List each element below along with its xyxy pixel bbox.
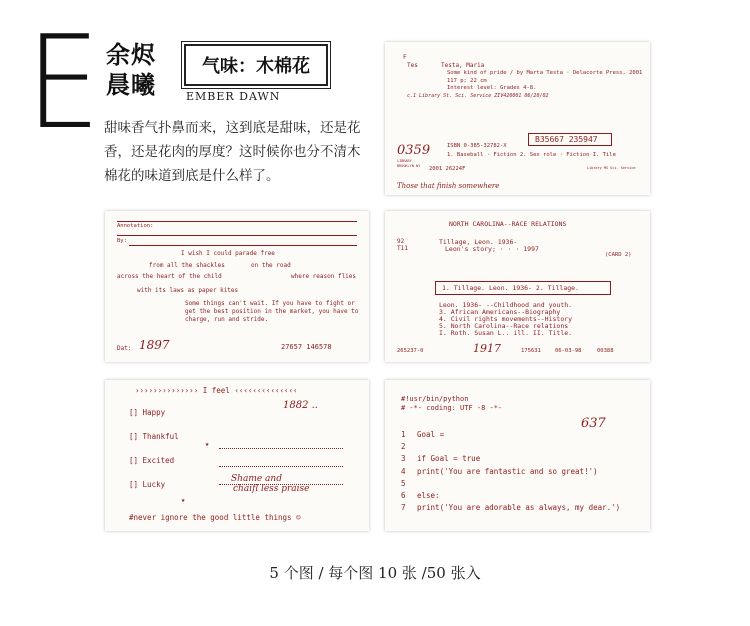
code-coding: # -*- coding: UTF -8 -*- [401,404,503,412]
carolina-subject-4: 5. North Carolina--Race relations [439,322,569,330]
carolina-subject-1: Leon. 1936- --Childhood and youth. [439,301,573,309]
title-chinese [106,40,156,100]
feel-option-lucky: [] Lucky [129,480,166,489]
poem-line-2: from all the shackles [149,262,225,269]
feel-option-excited: [] Excited [129,456,175,465]
code-shebang: #!usr/bin/python [401,395,469,403]
scent-label-box: 气味：木棉花 [184,44,328,86]
code-number: 637 [581,416,606,431]
carolina-year: 1917 [473,342,501,355]
feel-option-thankful: [] Thankful [129,432,179,441]
carolina-num-2: T11 [397,245,408,252]
card-number: 0359 [397,143,431,158]
carolina-card [385,211,650,362]
dotted-rule-1 [219,448,343,449]
title-line-2: 晨曦 [106,70,156,99]
poem-line-3: on the road [251,262,291,269]
feel-header: ›››››››››››››› I feel ‹‹‹‹‹‹‹‹‹‹‹‹‹‹ [135,386,298,395]
card-corner: F [403,54,407,61]
feel-hand-2: chaifl less praise [233,484,310,494]
carolina-subject-2: 3. African Americans--Biography [439,308,561,316]
card-year-code: 2001 26224F [429,166,466,172]
carolina-story: Leon's story; · · · 1997 [445,245,539,253]
card-tes: Tes [407,62,418,69]
carolina-card-no: (CARD 2) [605,252,632,258]
prose-line-3: charge, run and stride. [185,316,269,323]
feel-footer: #never ignore the good little things ☺ [129,513,301,522]
card-right-note: Library MS Sci. Service [587,166,636,170]
annotation-label: Annotation: [117,223,154,229]
poem-line-5: where reason flies [291,273,357,280]
code-line-number: 5 [401,478,406,488]
feel-number: 1882 .. [283,400,318,411]
big-letter: E [26,9,97,158]
description: 甜味香气扑鼻而来，这到底是甜味，还是花香，还是花肉的厚度？这时候你也分不清木棉花的味道到底是什么样了。 [104,120,361,184]
code-line-number: 4 [401,466,406,476]
code-card [385,380,650,531]
poem-code: 27657 146578 [281,343,332,351]
carolina-subject-3: 4. Civil rights movements--History [439,315,573,323]
carolina-date: 06-03-98 [555,348,582,354]
card-signature: Those that finish somewhere [397,182,500,190]
carolina-num-1: 92 [397,238,405,245]
code-line-text: if Goal = true [417,454,481,464]
barcode-box [528,133,612,146]
poem-line-6: with its laws as paper kites [137,287,239,294]
code-line-number: 3 [401,454,406,464]
code-line-text: else: [417,491,440,500]
carolina-entry: Tillage, Leon. 1936- [439,238,518,246]
rule-3 [129,245,357,246]
code-line-number: 1 [401,430,406,439]
prose-line-2: get the best position in the market, you have to [185,308,359,315]
card-title-line: Some kind of pride / by Marta Testa · Delacorte Press, 2001 [447,70,643,76]
feel-option-happy: [] Happy [129,408,166,417]
code-line-number: 7 [401,503,406,513]
carolina-code-right: 00388 [597,348,614,354]
star-icon-2: ★ [181,496,186,504]
code-line-text: print('You are adorable as always, my dear.') [417,503,621,513]
date-label: Dat: [117,345,132,352]
feel-card [105,380,369,531]
code-line-number: 2 [401,442,406,452]
card-small-1: LIBRARY [397,159,412,163]
card-library-line: c.1 Library St. Sci. Service ZIV420001 06/20/02 [407,93,549,99]
by-label: By: [117,238,127,244]
dotted-rule-2 [219,466,343,467]
carolina-header: NORTH CAROLINA--RACE RELATIONS [449,220,567,228]
card-interest: Interest level: Grades 4-8. [447,85,537,91]
poem-line-1: I wish I could parade free [181,250,275,257]
card-pages: 117 p; 22 cm [447,78,487,84]
title-english: EMBER DAWN [186,90,281,103]
carolina-code-left: 265237-0 [397,348,424,354]
card-subjects: 1. Baseball · Fiction 2. Sex role · Fiction I. Tile [447,152,616,158]
code-line-text: print('You are fantastic and so great!') [417,466,598,476]
poem-line-4: across the heart of the child [117,273,222,280]
carolina-boxed-text: 1. Tillage. Leon. 1936- 2. Tillage. [442,284,579,292]
carolina-code-mid: 175631 [521,348,541,354]
prose-line-1: Some things can't wait. If you have to fight or [185,300,355,307]
title-line-1: 余烬 [106,40,156,69]
code-line-text: Goal = [417,430,445,439]
card-isbn: ISBN 0-385-32782-X [447,143,507,149]
poem-card [105,211,369,362]
footer-caption: 5 个图 / 每个图 10 张 /50 张入 [269,564,481,582]
carolina-subject-5: I. Roth. Susan L.. ill. II. Title. [439,329,573,337]
barcode-text: B35667 235947 [535,135,598,144]
code-line-number: 6 [401,491,406,500]
carolina-boxed [435,281,611,295]
card-author: Testa, Maria [441,62,485,69]
library-card [385,42,650,195]
top-rule [117,221,357,222]
feel-hand-1: Shame and [231,474,282,484]
poem-year: 1897 [139,338,170,352]
star-icon-1: ★ [205,440,210,448]
rule-2 [117,235,357,236]
card-small-2: BROOKLYN NY [397,164,421,168]
